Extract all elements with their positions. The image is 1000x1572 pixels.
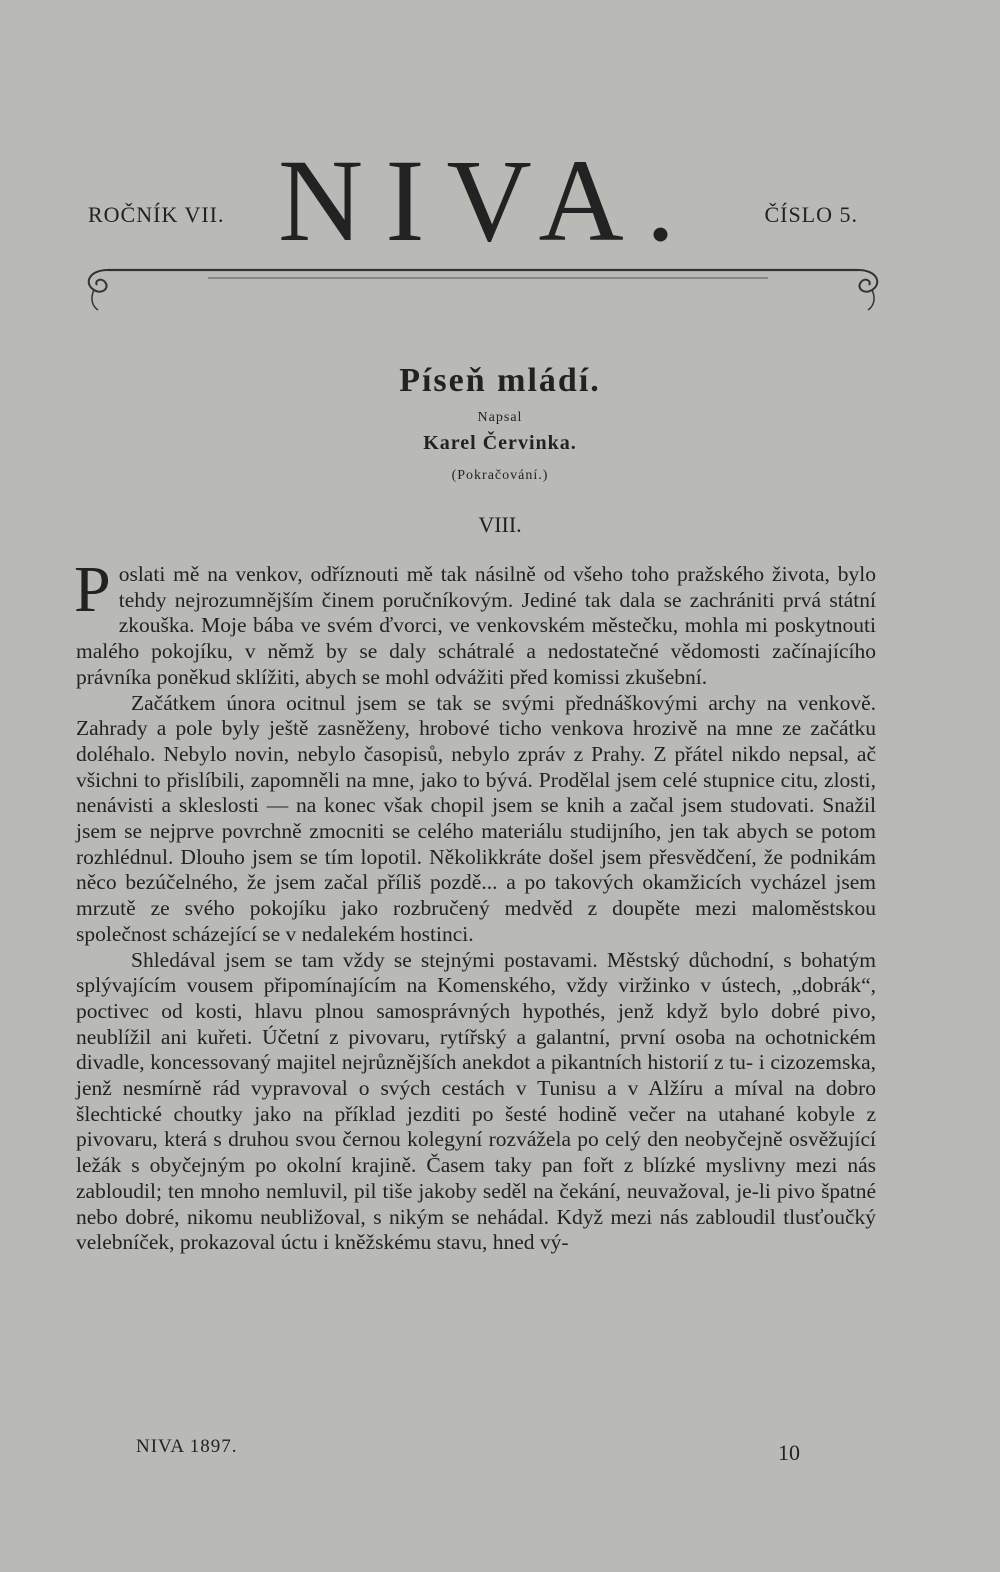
paragraph-text: oslati mě na venkov, odříznouti mě tak násilně od všeho toho pražského života, bylo tehdy nejrozumnějším činem poručníkovým. Jediné tak dala se zachrániti prvá státní zkouška. Moje bába ve svém ďvorci, ve venkovském městečku, mohla mi poskytnouti malého pokojíku, v němž by se daly schátralé a nedostatečné vědomosti začínajícího právníka poněkud sklížiti, abych se mohl odvážiti před komissi zkušební.: [76, 562, 876, 689]
continuation-note: (Pokračování.): [451, 468, 549, 483]
footer-imprint: NIVA 1897.: [136, 1436, 238, 1457]
ornamental-rule-icon: [78, 262, 886, 312]
paragraph: [76, 948, 876, 1256]
author-name: Karel Červinka.: [423, 432, 577, 454]
magazine-title: NIVA.: [278, 135, 698, 266]
drop-cap: P: [74, 553, 111, 626]
paragraph-text: Začátkem února ocitnul jsem se tak se svými přednáškovými archy na venkově. Zahrady a pole byly ještě zasněženy, hrobové ticho venkova hrozivě na mne ze začátku doléhalo. Nebylo novin, nebylo časopisů, nebylo zpráv z Prahy. Z přátel nikdo nepsal, ač všichni to přislíbili, zapomněli na mne, jako to bývá. Prodělal jsem celé stupnice citu, zlosti, nenávisti a skleslosti — na konec však chopil jsem se knih a začal jsem studovati. Snažil jsem se nejprve povrchně zmocniti se celého materiálu studijního, jen tak abych se potom rozhlédnul. Dlouho jsem se tím lopotil. Několikkráte došel jsem přesvědčení, že podnikám něco bezúčelného, že jsem začal příliš pozdě... a po takových okamžicích vycházel jsem mrzutě ze svého pokojíku jako rozbručený medvěd z doupěte mezi maloměstskou společnost scházející se v nedalekém hostinci.: [76, 690, 876, 946]
ornamental-rule: [78, 262, 886, 312]
paragraph: [76, 691, 876, 948]
signature-number: 10: [778, 1440, 800, 1465]
masthead: [78, 135, 878, 266]
byline-label: Napsal: [477, 410, 523, 425]
issue-label: ČÍSLO 5.: [764, 202, 858, 227]
paragraph-text: Shledával jsem se tam vždy se stejnými postavami. Městský důchodní, s bohatým splývajícím vousem připomínajícím na Komenského, vždy viržinko v ústech, „dobrák“, poctivec od kosti, hlavu plnou samosprávných hypothés, jenž když bylo dobré pivo, neublížil ani kuřeti. Účetní z pivovaru, rytířský a galantní, první osoba na ochotnickém divadle, koncessovaný majitel nejrůznějších anekdot a pikantních historií z tu- i cizozemska, jenž nesmírně rád vypravoval o svých cestách v Tunisu a v Alžíru a míval na dobro šlechtické choutky jako na příklad jezditi po šesté hodině večer na utahané kobyle z pivovaru, která s druhou svou černou kolegyní rozvážela po celý den neobyčejně osvěžující ležák s obyčejným po okolní krajině. Časem taky pan fořt z blízké myslivny mezi nás zabloudil; ten mnoho nemluvil, pil tiše jakoby seděl na čekání, neuvažoval, je-li pivo špatné nebo dobré, nikomu neubližoval, s nikým se nehádal. Když mezi nás zabloudil tlusťoučký velebníček, prokazoval úctu i kněžskému stavu, hned vý-: [76, 947, 876, 1255]
story-title: Píseň mládí.: [399, 362, 601, 399]
chapter-number: VIII.: [478, 512, 522, 537]
volume-label: ROČNÍK VII.: [88, 202, 225, 227]
paragraph: [74, 553, 876, 691]
article-body: [74, 553, 876, 1256]
